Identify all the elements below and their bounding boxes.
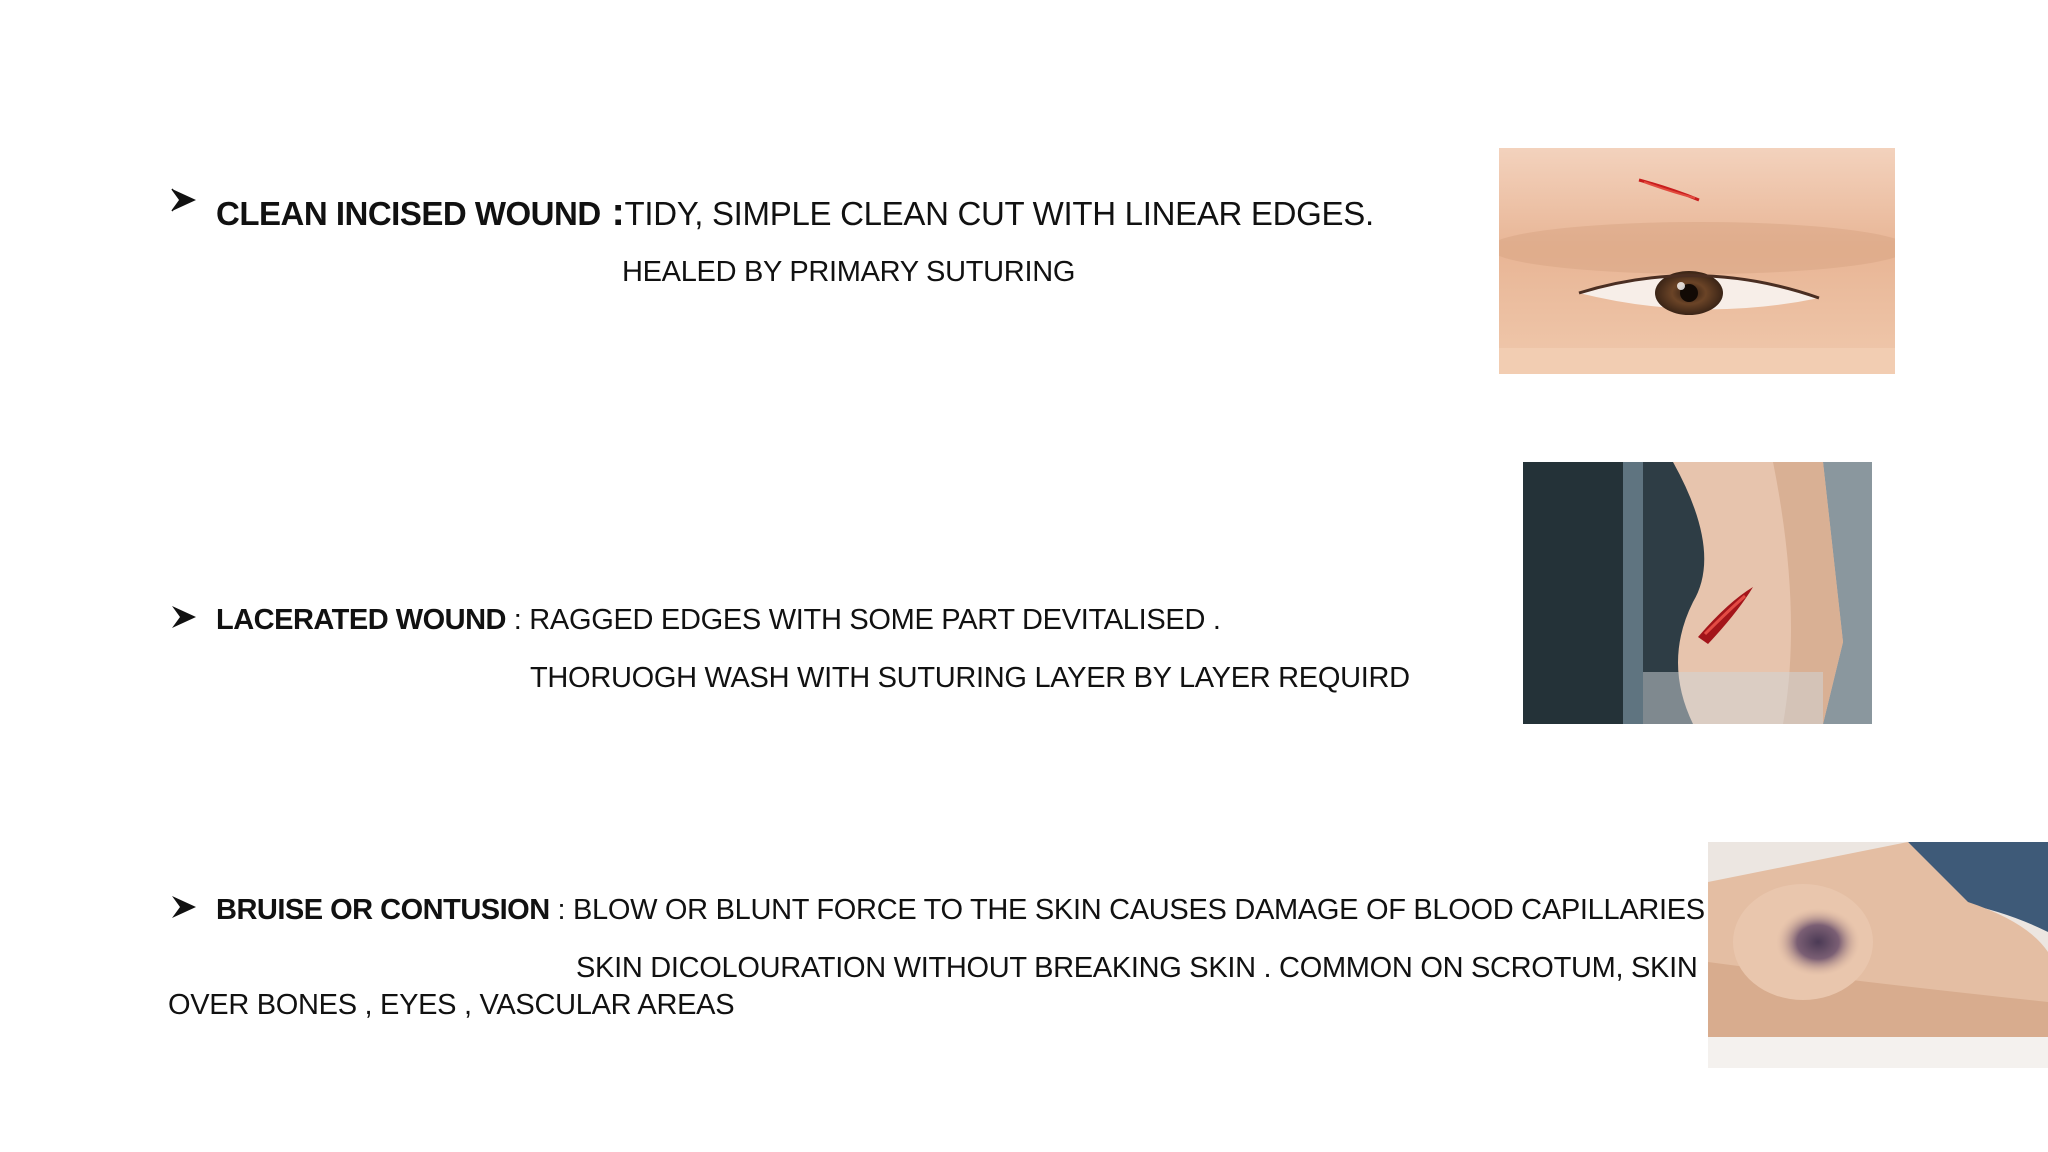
bullet-separator: : [549,894,573,926]
bullet-separator: : [506,604,530,636]
bullet-term: BRUISE OR CONTUSION [216,894,550,926]
bullet-continuation: THORUOGH WASH WITH SUTURING LAYER BY LAYER REQUIRD [530,662,1410,694]
incised-wound-photo [1499,148,1895,374]
bullet-continuation: HEALED BY PRIMARY SUTURING [622,256,1076,288]
bullet-text: TIDY, SIMPLE CLEAN CUT WITH LINEAR EDGES. [624,195,1374,232]
arrowhead-bullet-icon [170,603,198,631]
arrowhead-bullet-icon [170,186,198,214]
bullet-continuation-2: OVER BONES , EYES , VASCULAR AREAS [168,989,735,1021]
bullet-clean-incised-wound [216,190,1374,235]
bullet-lacerated-wound [216,604,1221,637]
lacerated-wound-photo [1523,462,1872,724]
bullet-text: RAGGED EDGES WITH SOME PART DEVITALISED . [529,604,1221,636]
bullet-text: BLOW OR BLUNT FORCE TO THE SKIN CAUSES DAMAGE OF BLOOD CAPILLARIES [572,894,1705,926]
bullet-term: LACERATED WOUND [216,604,506,636]
bullet-separator: : [600,190,625,234]
arrowhead-bullet-icon [170,893,198,921]
bullet-bruise-or-contusion [216,894,1705,927]
bullet-continuation: SKIN DICOLOURATION WITHOUT BREAKING SKIN . COMMON ON SCROTUM, SKIN [576,952,1698,984]
bruise-photo [1708,842,2048,1068]
bullet-term: CLEAN INCISED WOUND [216,195,601,232]
